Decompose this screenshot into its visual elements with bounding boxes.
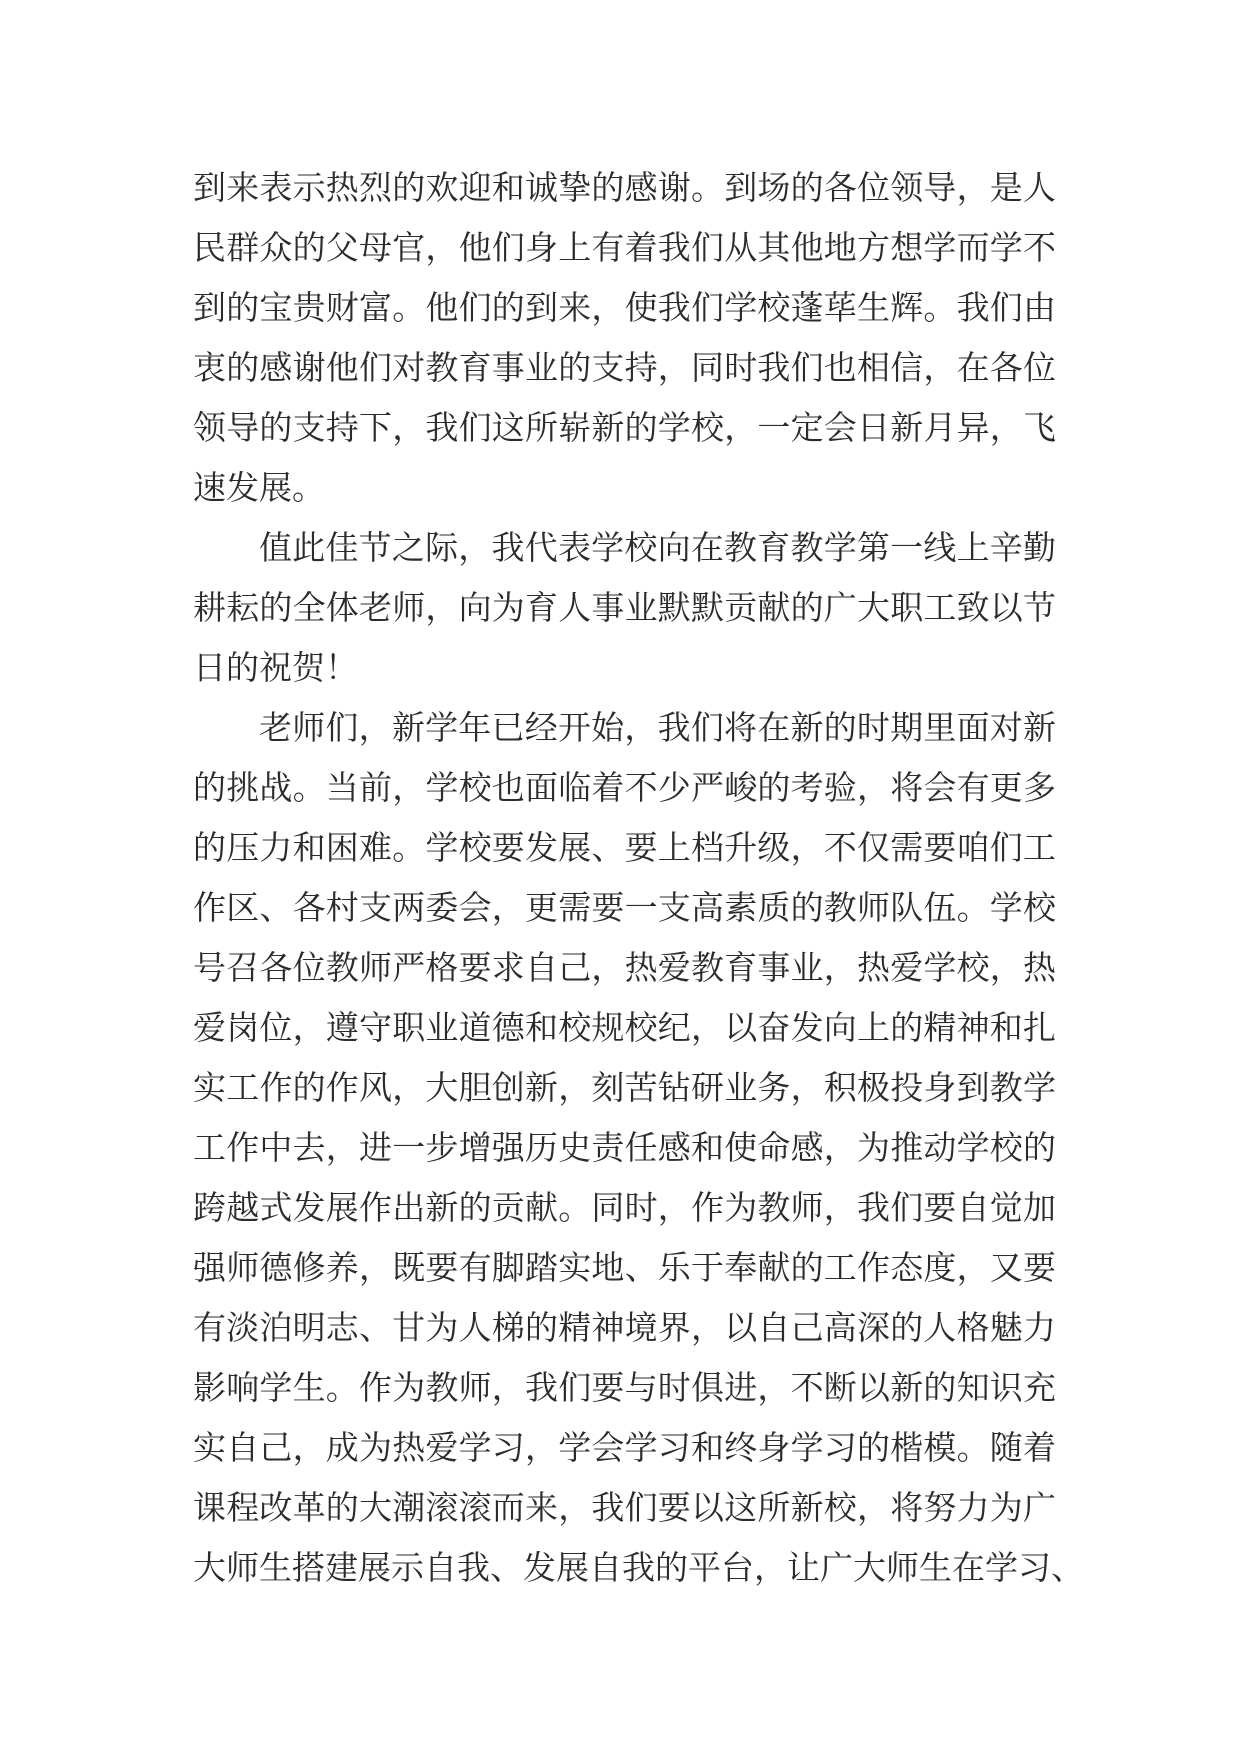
text-line: 工作中去，进一步增强历史责任感和使命感，为推动学校的 xyxy=(193,1128,1056,1167)
text-line: 跨越式发展作出新的贡献。同时，作为教师，我们要自觉加 xyxy=(193,1188,1056,1227)
text-line: 民群众的父母官，他们身上有着我们从其他地方想学而学不 xyxy=(193,228,1056,267)
text-line: 爱岗位，遵守职业道德和校规校纪，以奋发向上的精神和扎 xyxy=(193,1008,1056,1047)
text-line: 有淡泊明志、甘为人梯的精神境界，以自己高深的人格魅力 xyxy=(193,1308,1056,1347)
text-line: 大师生搭建展示自我、发展自我的平台，让广大师生在学习、 xyxy=(193,1548,1084,1587)
text-line: 的压力和困难。学校要发展、要上档升级，不仅需要咱们工 xyxy=(193,828,1056,867)
text-line: 实自己，成为热爱学习，学会学习和终身学习的楷模。随着 xyxy=(193,1428,1056,1467)
text-line: 强师德修养，既要有脚踏实地、乐于奉献的工作态度，又要 xyxy=(193,1248,1056,1287)
paragraph-1 xyxy=(193,158,1056,518)
text-line: 值此佳节之际，我代表学校向在教育教学第一线上辛勤 xyxy=(259,528,1056,567)
text-line: 老师们，新学年已经开始，我们将在新的时期里面对新 xyxy=(259,708,1056,747)
text-line: 实工作的作风，大胆创新，刻苦钻研业务，积极投身到教学 xyxy=(193,1068,1056,1107)
text-line: 到来表示热烈的欢迎和诚挚的感谢。到场的各位领导，是人 xyxy=(193,168,1056,207)
text-line: 作区、各村支两委会，更需要一支高素质的教师队伍。学校 xyxy=(193,888,1056,927)
text-line: 影响学生。作为教师，我们要与时俱进，不断以新的知识充 xyxy=(193,1368,1056,1407)
text-line: 耕耘的全体老师，向为育人事业默默贡献的广大职工致以节 xyxy=(193,588,1056,627)
text-line: 速发展。 xyxy=(193,468,325,507)
text-line: 日的祝贺！ xyxy=(193,648,358,687)
text-line: 领导的支持下，我们这所崭新的学校，一定会日新月异，飞 xyxy=(193,408,1056,447)
text-line: 到的宝贵财富。他们的到来，使我们学校蓬荜生辉。我们由 xyxy=(193,288,1056,327)
document-body xyxy=(193,158,1084,1598)
paragraph-2 xyxy=(193,518,1056,698)
text-line: 衷的感谢他们对教育事业的支持，同时我们也相信，在各位 xyxy=(193,348,1056,387)
text-line: 的挑战。当前，学校也面临着不少严峻的考验，将会有更多 xyxy=(193,768,1056,807)
text-line: 课程改革的大潮滚滚而来，我们要以这所新校，将努力为广 xyxy=(193,1488,1056,1527)
paragraph-3 xyxy=(193,698,1084,1598)
text-line: 号召各位教师严格要求自己，热爱教育事业，热爱学校，热 xyxy=(193,948,1056,987)
